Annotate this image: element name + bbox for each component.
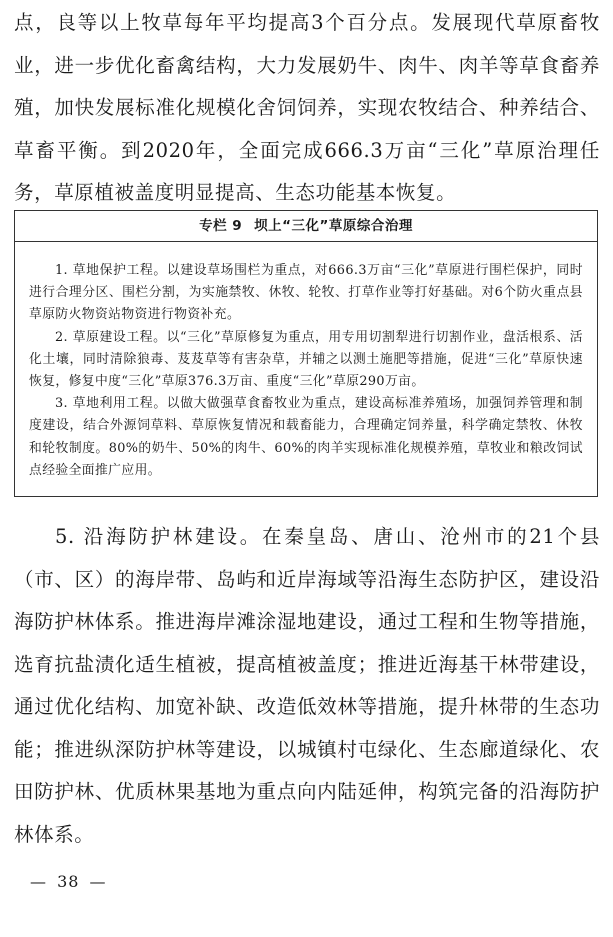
box-title-bar	[15, 211, 597, 242]
box-item: 2. 草原建设工程。以“三化”草原修复为重点，用专用切割犁进行切割作业，盘活根系、活化土壤，同时清除狼毒、芨芨草等有害杂草，并辅之以测土施肥等措施，促进“三化”草原快速恢复，修复中度“三化”草原376.3万亩、重度“三化”草原290万亩。	[29, 329, 583, 390]
box-item: 3. 草地利用工程。以做大做强草食畜牧业为重点，建设高标准养殖场，加强饲养管理和制度建设，结合外源饲草料、草原恢复情况和载畜能力，合理确定饲养量，科学确定禁牧、休牧和轮牧制度。80%的奶牛、50%的肉牛、60%的肉羊实现标准化规模养殖，草牧业和粮改饲试点经验全面推广应用。	[29, 396, 583, 478]
body-paragraph-top: 点，良等以上牧草每年平均提高3个百分点。发展现代草原畜牧业，进一步优化畜禽结构，大力发展奶牛、肉牛、肉羊等草食畜养殖，加快发展标准化规模化舍饲饲养，实现农牧结合、种养结合、草畜平衡。到2020年，全面完成666.3万亩“三化”草原治理任务，草原植被盖度明显提高、生态功能基本恢复。	[14, 11, 600, 204]
page-number-value: 38	[57, 872, 80, 891]
box-item: 1. 草地保护工程。以建设草场围栏为重点，对666.3万亩“三化”草原进行围栏保护，同时进行合理分区、围栏分割，为实施禁牧、休牧、轮牧、打草作业等打好基础。对6个防火重点县草原防火物资站物资进行物资补充。	[29, 263, 583, 323]
page-number	[26, 872, 111, 891]
page-dash-right: —	[89, 872, 107, 891]
body-paragraph-bottom: 5. 沿海防护林建设。在秦皇岛、唐山、沧州市的21个县（市、区）的海岸带、岛屿和近岸海域等沿海生态防护区，建设沿海防护林体系。推进海岸滩涂湿地建设，通过工程和生物等措施，选育抗盐渍化适生植被，提高植被盖度；推进近海基干林带建设，通过优化结构、加宽补缺、改造低效林等措施，提升林带的生态功能；推进纵深防护林等建设，以城镇村屯绿化、生态廊道绿化、农田防护林、优质林果基地为重点向内陆延伸，构筑完备的沿海防护林体系。	[14, 525, 600, 846]
box-body	[15, 242, 597, 482]
box-title: 坝上“三化”草原综合治理	[254, 218, 413, 234]
page-dash-left: —	[30, 872, 47, 891]
sidebar-box	[14, 210, 598, 497]
box-label: 专栏 9	[199, 218, 243, 234]
